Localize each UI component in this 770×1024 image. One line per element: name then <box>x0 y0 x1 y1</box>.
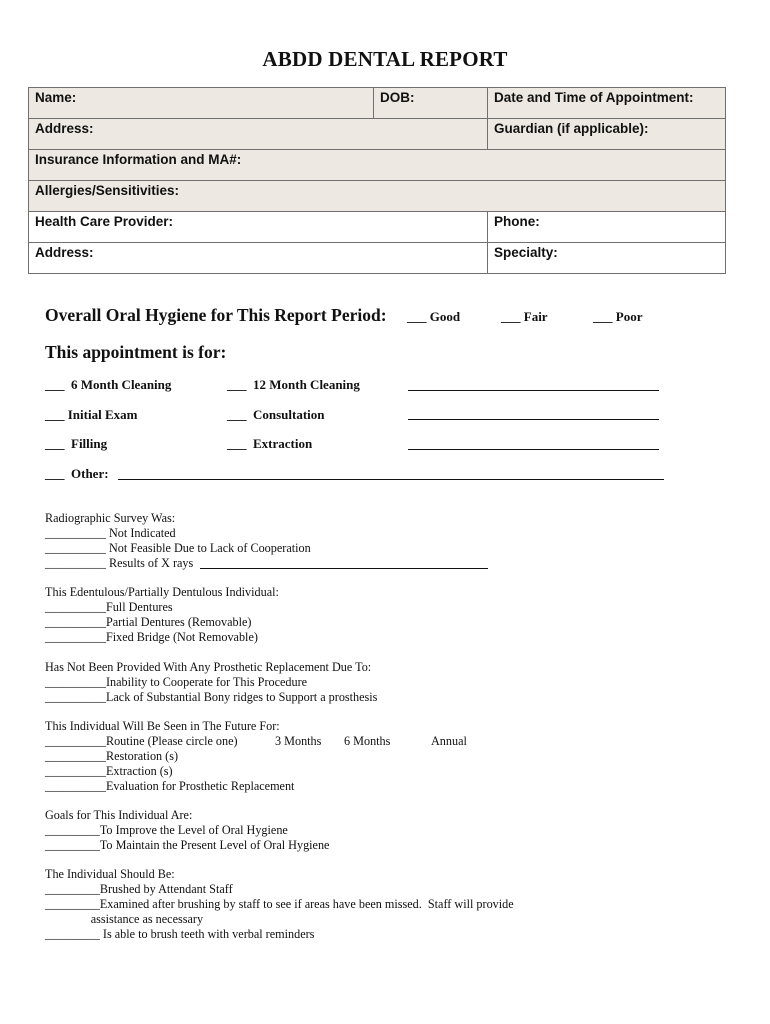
brushed-by-staff-option[interactable]: _________Brushed by Attendant Staff <box>45 882 233 896</box>
provider-field[interactable]: Health Care Provider: <box>29 212 488 243</box>
info-row <box>29 212 726 243</box>
hygiene-good-option[interactable]: ___ Good <box>407 309 461 324</box>
radiographic-not-indicated[interactable]: __________ Not Indicated <box>45 526 176 540</box>
prosthetic-evaluation-option[interactable]: __________Evaluation for Prosthetic Replacement <box>45 779 295 793</box>
full-dentures-option[interactable]: __________Full Dentures <box>45 600 173 614</box>
examined-after-brushing-option[interactable]: _________Examined after brushing by staff to see if areas have been missed. Staff will provide <box>45 897 514 911</box>
maintain-hygiene-option[interactable]: _________To Maintain the Present Level of Oral Hygiene <box>45 838 330 852</box>
blank-line[interactable] <box>408 449 659 450</box>
bony-ridges-option[interactable]: __________Lack of Substantial Bony ridges to Support a prosthesis <box>45 690 378 704</box>
radiographic-heading: Radiographic Survey Was: <box>45 511 176 525</box>
radiographic-results[interactable]: __________ Results of X rays <box>45 556 194 570</box>
xray-results-blank-line[interactable] <box>200 568 488 569</box>
allergies-field[interactable]: Allergies/Sensitivities: <box>29 181 726 212</box>
hygiene-label: Overall Oral Hygiene for This Report Period: <box>45 305 387 325</box>
guardian-field[interactable]: Guardian (if applicable): <box>488 119 726 150</box>
verbal-reminders-option[interactable]: _________ Is able to brush teeth with verbal reminders <box>45 927 315 941</box>
blank-line[interactable] <box>408 390 659 391</box>
name-field[interactable]: Name: <box>29 88 374 119</box>
info-row <box>29 243 726 274</box>
info-row <box>29 119 726 150</box>
insurance-field[interactable]: Insurance Information and MA#: <box>29 150 726 181</box>
examined-continuation-text: assistance as necessary <box>45 912 204 926</box>
routine-option[interactable]: __________Routine (Please circle one) <box>45 734 238 748</box>
info-row <box>29 181 726 212</box>
hygiene-fair-option[interactable]: ___ Fair <box>501 309 548 324</box>
address-field[interactable]: Address: <box>29 119 488 150</box>
date-time-field[interactable]: Date and Time of Appointment: <box>488 88 726 119</box>
should-be-heading: The Individual Should Be: <box>45 867 175 881</box>
page-title: ABDD DENTAL REPORT <box>262 47 508 71</box>
prosthetic-heading: Has Not Been Provided With Any Prosthetic Replacement Due To: <box>45 660 372 674</box>
blank-line[interactable] <box>408 419 659 420</box>
twelve-month-cleaning-option[interactable]: ___ 12 Month Cleaning <box>227 377 360 392</box>
specialty-field[interactable]: Specialty: <box>488 243 726 274</box>
partial-dentures-option[interactable]: __________Partial Dentures (Removable) <box>45 615 252 629</box>
info-row <box>29 88 726 119</box>
edentulous-heading: This Edentulous/Partially Dentulous Individual: <box>45 585 279 599</box>
three-months-choice[interactable]: 3 Months <box>275 734 322 748</box>
future-heading: This Individual Will Be Seen in The Future For: <box>45 719 280 733</box>
initial-exam-option[interactable]: ___ Initial Exam <box>45 407 138 422</box>
improve-hygiene-option[interactable]: _________To Improve the Level of Oral Hygiene <box>45 823 288 837</box>
other-option[interactable]: ___ Other: <box>45 466 109 481</box>
six-months-choice[interactable]: 6 Months <box>344 734 391 748</box>
six-month-cleaning-option[interactable]: ___ 6 Month Cleaning <box>45 377 172 392</box>
inability-cooperate-option[interactable]: __________Inability to Cooperate for This Procedure <box>45 675 308 689</box>
info-row <box>29 150 726 181</box>
hygiene-poor-option[interactable]: ___ Poor <box>593 309 643 324</box>
filling-option[interactable]: ___ Filling <box>45 436 108 451</box>
annual-choice[interactable]: Annual <box>431 734 467 748</box>
other-blank-line[interactable] <box>118 479 664 480</box>
fixed-bridge-option[interactable]: __________Fixed Bridge (Not Removable) <box>45 630 258 644</box>
restoration-option[interactable]: __________Restoration (s) <box>45 749 179 763</box>
phone-field[interactable]: Phone: <box>488 212 726 243</box>
dob-field[interactable]: DOB: <box>374 88 488 119</box>
patient-info-table <box>28 87 726 274</box>
extraction-future-option[interactable]: __________Extraction (s) <box>45 764 173 778</box>
appointment-heading: This appointment is for: <box>45 342 227 362</box>
consultation-option[interactable]: ___ Consultation <box>227 407 325 422</box>
extraction-option[interactable]: ___ Extraction <box>227 436 313 451</box>
goals-heading: Goals for This Individual Are: <box>45 808 193 822</box>
radiographic-not-feasible[interactable]: __________ Not Feasible Due to Lack of Cooperation <box>45 541 311 555</box>
provider-address-field[interactable]: Address: <box>29 243 488 274</box>
